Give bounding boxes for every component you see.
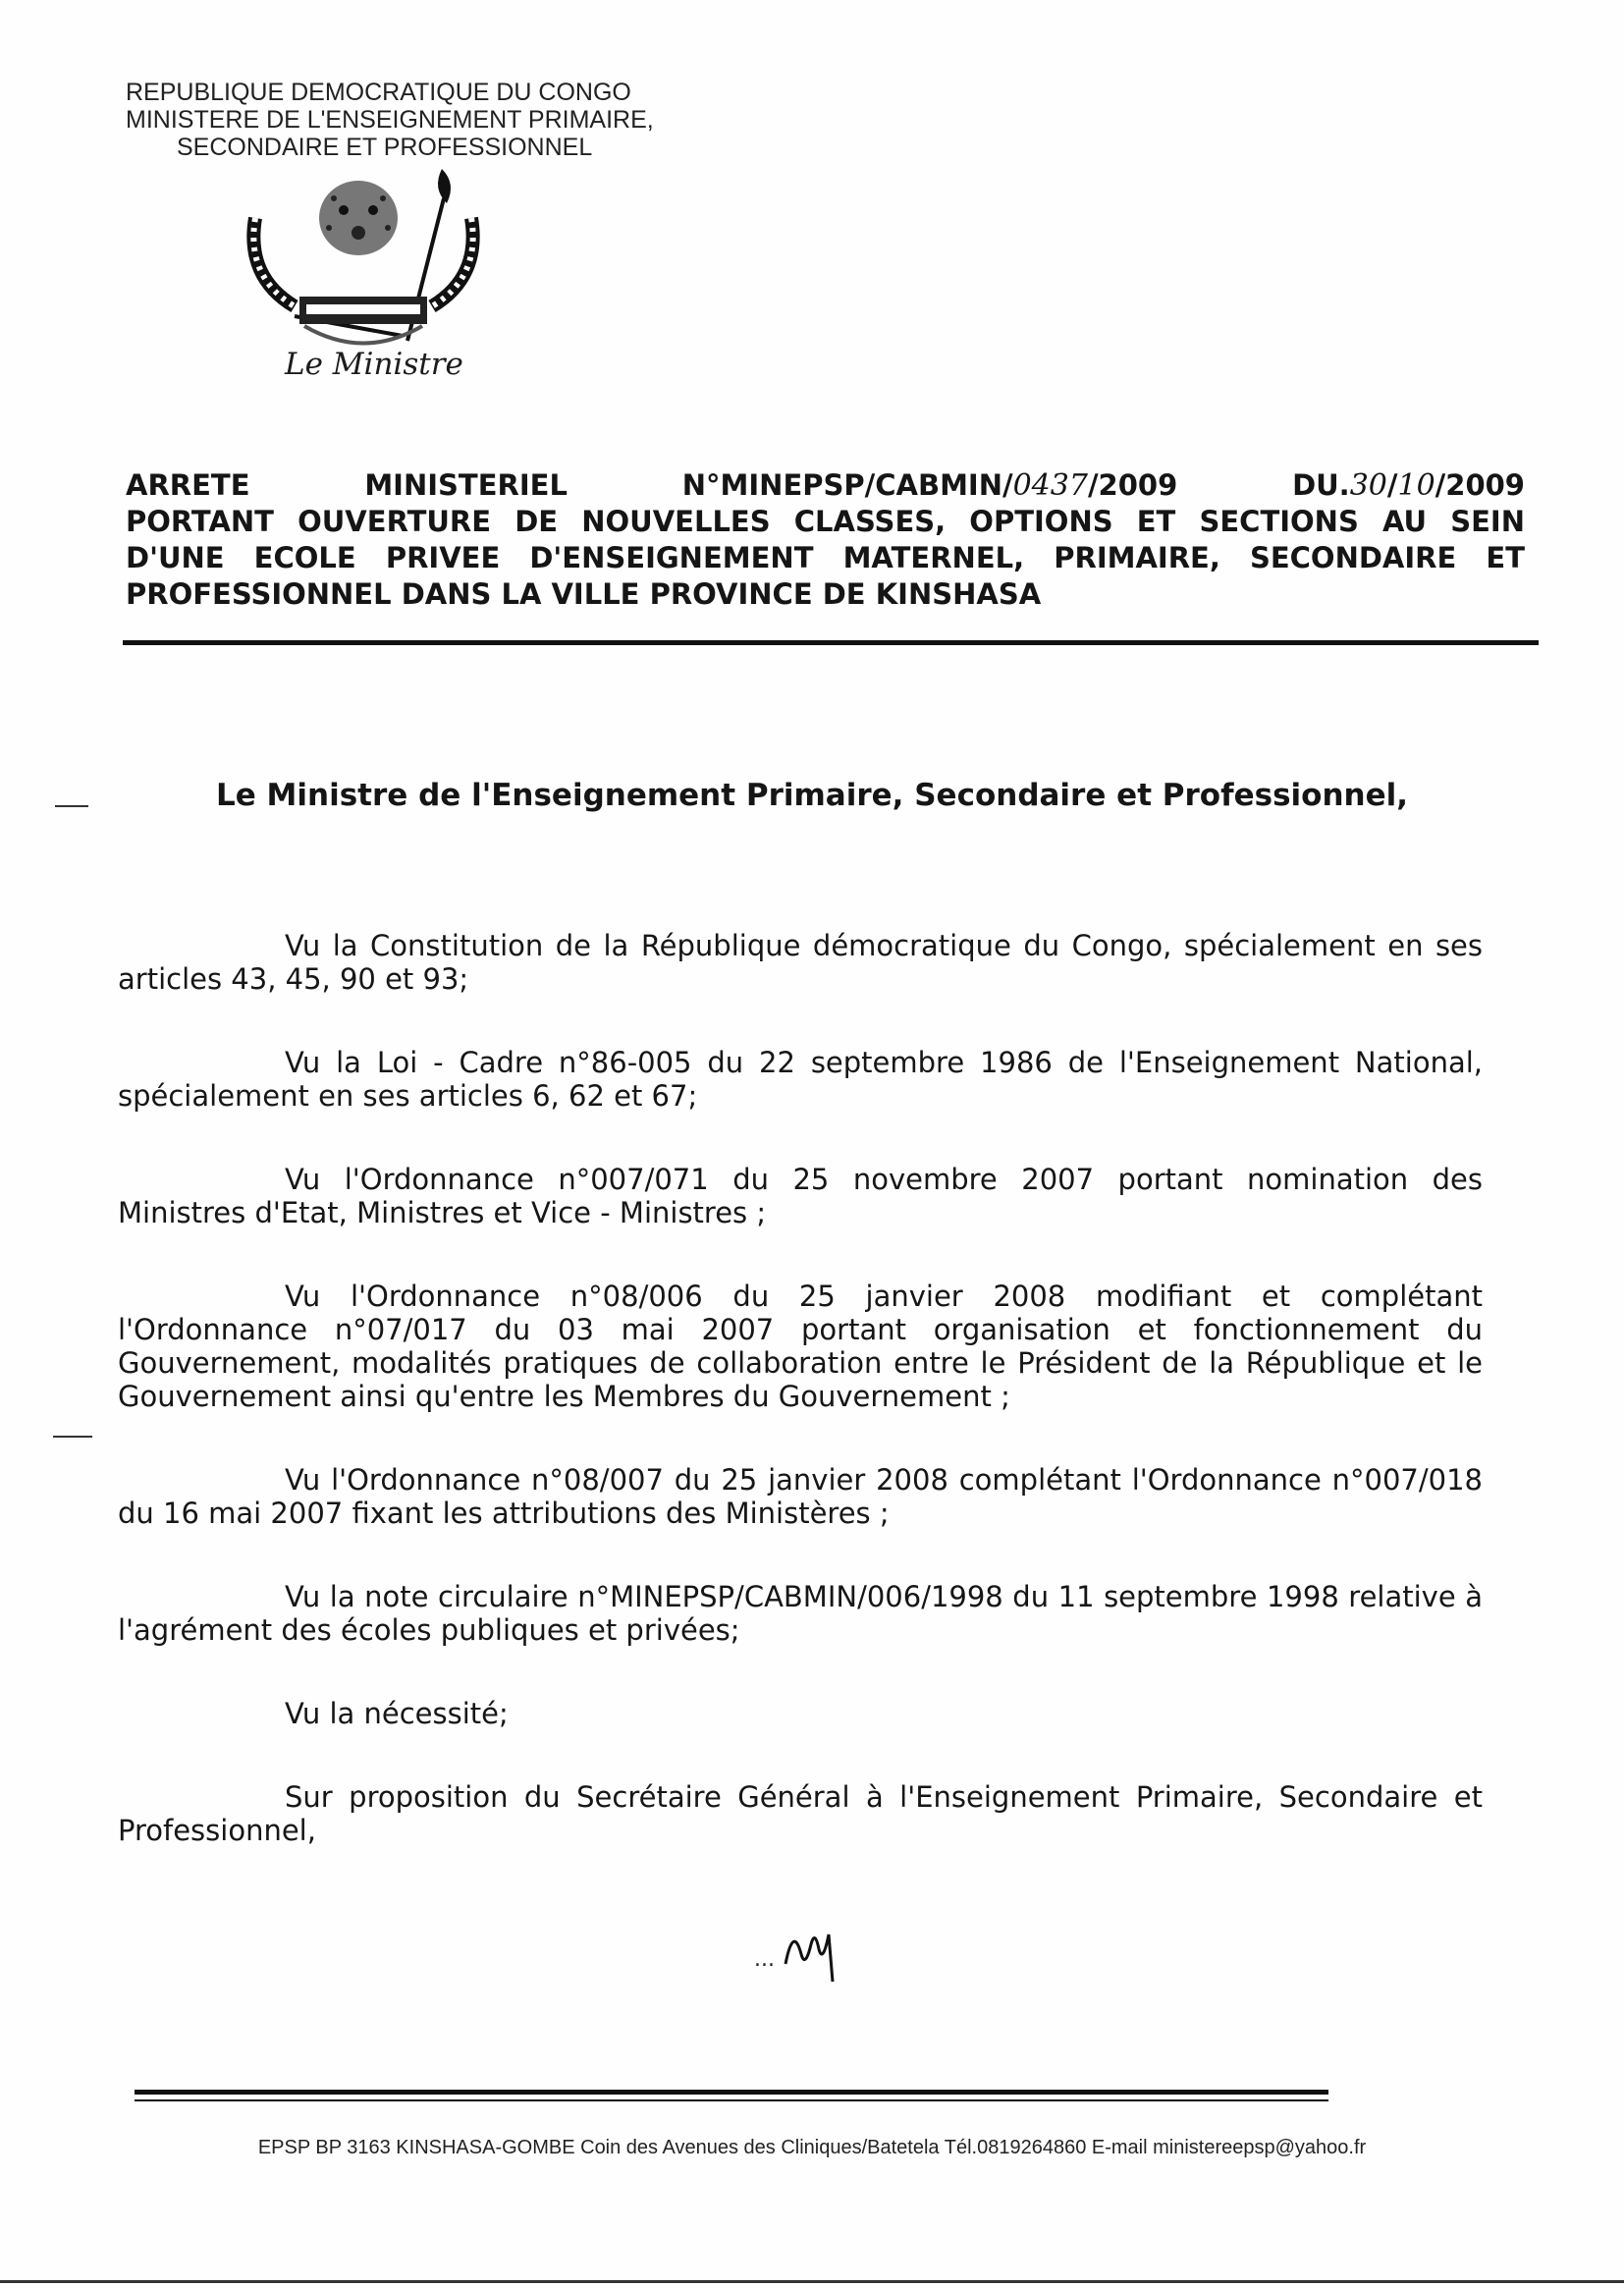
margin-scan-mark [55,805,88,807]
arrete-number: N°MINEPSP/CABMIN/0437/2009 [681,468,1178,503]
footer-divider-thick [135,2090,1328,2095]
paragraph-ordonnance-08-007: Vu l'Ordonnance n°08/007 du 25 janvier 2008 complétant l'Ordonnance n°007/018 du 16 mai 2007 fixant les attributions des Ministères ; [118,1463,1483,1530]
minister-signature-title: Le Ministre [285,347,463,382]
paragraph-constitution: Vu la Constitution de la République démocratique du Congo, spécialement en ses articles 43, 45, 90 et 93; [118,929,1483,996]
arrete-subject-line1: PORTANT OUVERTURE DE NOUVELLES CLASSES, OPTIONS ET SECTIONS AU SEIN [126,505,1525,538]
arrete-number-line [126,467,1525,504]
coat-of-arms-icon [236,159,491,375]
letterhead-country: REPUBLIQUE DEMOCRATIQUE DU CONGO [126,79,631,106]
minister-title: Le Ministre de l'Enseignement Primaire, Secondaire et Professionnel, [215,778,1409,813]
paragraph-loi-cadre: Vu la Loi - Cadre n°86-005 du 22 septembre 1986 de l'Enseignement National, spécialement en ses articles 6, 62 et 67; [118,1046,1483,1113]
paragraph-ordonnance-08-006: Vu l'Ordonnance n°08/006 du 25 janvier 2008 modifiant et complétant l'Ordonnance n°07/017 du 03 mai 2007 portant organisation et fonctionnement du Gouvernement, modalités pratiques de collaboration entre le Président de la République et le Gouvernement ainsi qu'entre les Membres du Gouvernement ; [118,1280,1483,1413]
footer-divider-thin [135,2099,1328,2101]
footer-address: EPSP BP 3163 KINSHASA-GOMBE Coin des Avenues des Cliniques/Batetela Tél.0819264860 E-mail ministereepsp@yahoo.fr [257,2137,1367,2158]
document-body [118,929,1483,1897]
heading-divider [123,640,1539,645]
paragraph-necessite: Vu la nécessité; [285,1697,509,1730]
arrete-heading [126,467,1525,613]
handwritten-day: 30 [1349,468,1387,503]
initials-dots: ... [754,1947,775,1972]
paragraph-ordonnance-007-071: Vu l'Ordonnance n°007/071 du 25 novembre 2007 portant nomination des Ministres d'Etat, Ministres et Vice - Ministres ; [118,1163,1483,1229]
arrete-subject-line3: PROFESSIONNEL DANS LA VILLE PROVINCE DE KINSHASA [126,577,1042,611]
letterhead-ministry-cont: SECONDAIRE ET PROFESSIONNEL [177,134,593,161]
arrete-word: ARRETE [126,468,250,502]
paragraph-proposition: Sur proposition du Secrétaire Général à l'Enseignement Primaire, Secondaire et Professionnel, [118,1780,1483,1847]
handwritten-initials-icon [754,1915,862,1984]
arrete-subject-line2: D'UNE ECOLE PRIVEE D'ENSEIGNEMENT MATERNEL, PRIMAIRE, SECONDAIRE ET [126,541,1525,574]
letterhead-ministry: MINISTERE DE L'ENSEIGNEMENT PRIMAIRE, [126,106,654,134]
arrete-date: DU.30/10/2009 [1292,468,1525,503]
letterhead [126,79,813,161]
bottom-scan-line [0,2280,1624,2283]
ministeriel-word: MINISTERIEL [364,468,568,502]
handwritten-month: 10 [1397,468,1435,503]
handwritten-number: 0437 [1012,468,1088,503]
margin-scan-mark [53,1436,92,1438]
paragraph-note-circulaire: Vu la note circulaire n°MINEPSP/CABMIN/006/1998 du 11 septembre 1998 relative à l'agrément des écoles publiques et privées; [118,1580,1483,1647]
